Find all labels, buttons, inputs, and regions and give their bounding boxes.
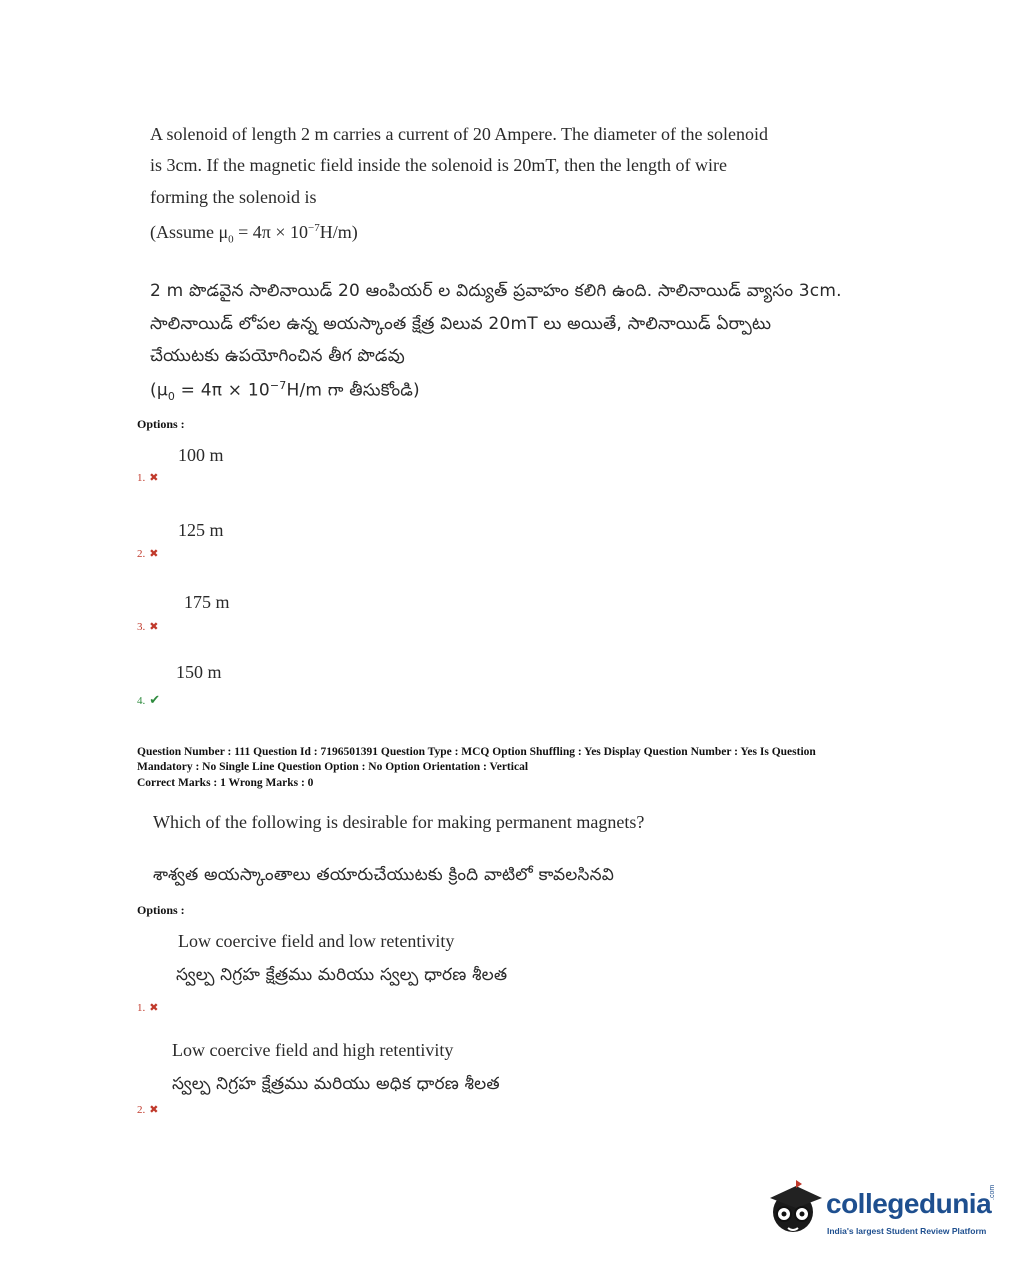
question-111-telugu-text: శాశ్వత అయస్కాంతాలు తయారుచేయుటకు క్రింది వాటిలో కావలసినవి	[153, 865, 615, 885]
q111-option-2-text[interactable]: Low coercive field and high retentivity	[172, 1040, 454, 1060]
option-1-number: 1. ✖	[137, 472, 159, 484]
option-3-text[interactable]: 175 m	[184, 592, 230, 612]
q111-option-1-text[interactable]: Low coercive field and low retentivity	[178, 931, 455, 951]
wrong-mark-icon: ✖	[149, 1104, 159, 1116]
question-110-telugu-line-1: 2 m పొడవైన సాలినాయిడ్ 20 ఆంపియర్ ల విద్యుత్ ప్రవాహం కలిగి ఉంది. సాలినాయిడ్ వ్యాసం 3cm.	[150, 281, 842, 301]
option-2-number: 2. ✖	[137, 548, 159, 560]
q111-option-2-telugu: స్వల్ప నిగ్రహ క్షేత్రము మరియు అధిక ధారణ శీలత	[172, 1074, 500, 1094]
q111-option-2-number: 2. ✖	[137, 1104, 159, 1116]
wrong-mark-icon: ✖	[149, 472, 159, 484]
option-3-number: 3. ✖	[137, 621, 159, 633]
correct-check-icon: ✔	[149, 692, 161, 707]
question-110-telugu-assumption: ($\mu_0 = 4\pi \times 10^{-7}H/m$ గా తీసుకోండి)	[150, 379, 420, 404]
options-label: Options :	[137, 417, 185, 431]
question-110-telugu-line-2: సాలినాయిడ్ లోపల ఉన్న అయస్కాంత క్షేత్ర విలువ 20mT లు అయితే, సాలినాయిడ్ ఏర్పాటు	[150, 314, 772, 334]
question-111-meta-line-2: Mandatory : No Single Line Question Option : No Option Orientation : Vertical	[137, 761, 529, 773]
wrong-mark-icon: ✖	[149, 548, 159, 560]
question-111-text: Which of the following is desirable for making permanent magnets?	[153, 812, 645, 832]
question-110-text-line-3: forming the solenoid is	[150, 187, 317, 207]
options-label: Options :	[137, 903, 185, 917]
q111-option-1-number: 1. ✖	[137, 1002, 159, 1014]
wrong-mark-icon: ✖	[149, 621, 159, 633]
option-1-text[interactable]: 100 m	[178, 445, 224, 465]
question-110-text-line-2: is 3cm. If the magnetic field inside the solenoid is 20mT, then the length of wire	[150, 155, 728, 175]
question-111-marks: Correct Marks : 1 Wrong Marks : 0	[137, 777, 314, 789]
question-110-telugu-line-3: చేయుటకు ఉపయోగించిన తీగ పొడవు	[150, 346, 405, 366]
logo-wordmark: collegedunia	[826, 1188, 992, 1219]
q111-option-1-telugu: స్వల్ప నిగ్రహ క్షేత్రము మరియు స్వల్ప ధారణ శీలత	[176, 965, 508, 985]
wrong-mark-icon: ✖	[149, 1002, 159, 1014]
option-2-text[interactable]: 125 m	[178, 520, 224, 540]
question-110-assumption: (Assume $\mu_0 = 4\pi \times 10^{-7}H/m$)	[150, 222, 358, 246]
question-111-meta-line-1: Question Number : 111 Question Id : 7196501391 Question Type : MCQ Option Shuffling : Yes Display Question Number : Yes Is Question	[137, 746, 816, 758]
logo-com: .com	[989, 1184, 996, 1200]
option-4-number: 4. ✔	[137, 692, 161, 707]
option-4-text[interactable]: 150 m	[176, 662, 222, 682]
question-110-text-line-1: A solenoid of length 2 m carries a current of 20 Ampere. The diameter of the solenoid	[150, 124, 768, 144]
mascot-icon	[766, 1176, 824, 1242]
logo-tagline: India's largest Student Review Platform	[827, 1226, 987, 1236]
collegedunia-logo[interactable]	[766, 1176, 998, 1248]
